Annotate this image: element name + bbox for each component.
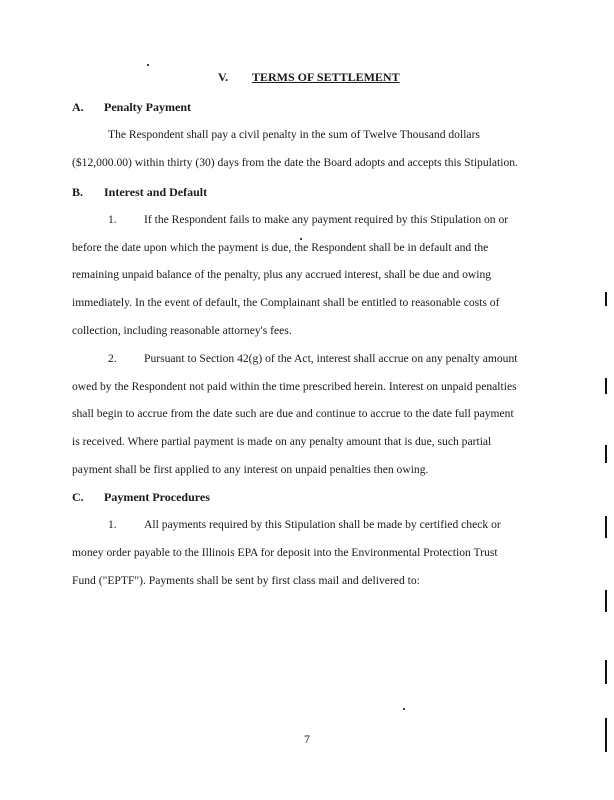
paragraph-line: The Respondent shall pay a civil penalty in the sum of Twelve Thousand dollars [108, 128, 480, 141]
paragraph-line: before the date upon which the payment is due, the Respondent shall be in default and the [72, 241, 489, 254]
scan-dot [147, 64, 149, 66]
paragraph-line [108, 352, 517, 365]
paragraph-line: money order payable to the Illinois EPA for deposit into the Environmental Protection Trust [72, 546, 498, 559]
scan-dot [403, 708, 405, 710]
paragraph-line: payment shall be first applied to any interest on unpaid penalties then owing. [72, 463, 429, 476]
paragraph-text: All payments required by this Stipulation shall be made by certified check or [144, 518, 501, 531]
paragraph-line: remaining unpaid balance of the penalty, plus any accrued interest, shall be due and owing [72, 268, 492, 281]
subsection-letter: C. [72, 490, 84, 504]
scan-mark [605, 445, 607, 463]
scan-mark [605, 590, 607, 612]
paragraph-line: collection, including reasonable attorney's fees. [72, 324, 292, 337]
paragraph-line: Fund ("EPTF"). Payments shall be sent by first class mail and delivered to: [72, 574, 420, 587]
subsection-a-heading [72, 100, 191, 115]
paragraph-number: 1. [108, 518, 117, 531]
subsection-letter: B. [72, 185, 84, 199]
page-number: 7 [304, 732, 310, 746]
scan-mark [605, 660, 607, 684]
paragraph-text: Pursuant to Section 42(g) of the Act, interest shall accrue on any penalty amount [144, 352, 518, 365]
subsection-letter: A. [72, 100, 84, 114]
paragraph-line: immediately. In the event of default, the Complainant shall be entitled to reasonable costs of [72, 296, 500, 309]
scan-mark [605, 516, 607, 538]
paragraph-line: ($12,000.00) within thirty (30) days from the date the Board adopts and accepts this Stipulation. [72, 156, 518, 169]
scan-mark [605, 292, 607, 306]
scan-dot [300, 238, 302, 240]
paragraph-line [108, 213, 508, 226]
paragraph-line: owed by the Respondent not paid within the time prescribed herein. Interest on unpaid penalties [72, 380, 517, 393]
paragraph-line [108, 518, 501, 531]
subsection-title: Penalty Payment [104, 100, 191, 114]
paragraph-text: If the Respondent fails to make any payment required by this Stipulation on or [144, 213, 509, 226]
paragraph-line: is received. Where partial payment is made on any penalty amount that is due, such partial [72, 435, 492, 448]
paragraph-number: 2. [108, 352, 117, 365]
scan-mark [605, 378, 607, 394]
section-number: V. [218, 70, 229, 84]
section-title: TERMS OF SETTLEMENT [252, 70, 400, 84]
subsection-title: Payment Procedures [104, 490, 210, 504]
scan-mark [605, 718, 607, 752]
subsection-title: Interest and Default [104, 185, 208, 199]
paragraph-number: 1. [108, 213, 117, 226]
subsection-c-heading [72, 490, 210, 505]
paragraph-line: shall begin to accrue from the date such are due and continue to accrue to the date full payment [72, 407, 514, 420]
subsection-b-heading [72, 185, 207, 200]
